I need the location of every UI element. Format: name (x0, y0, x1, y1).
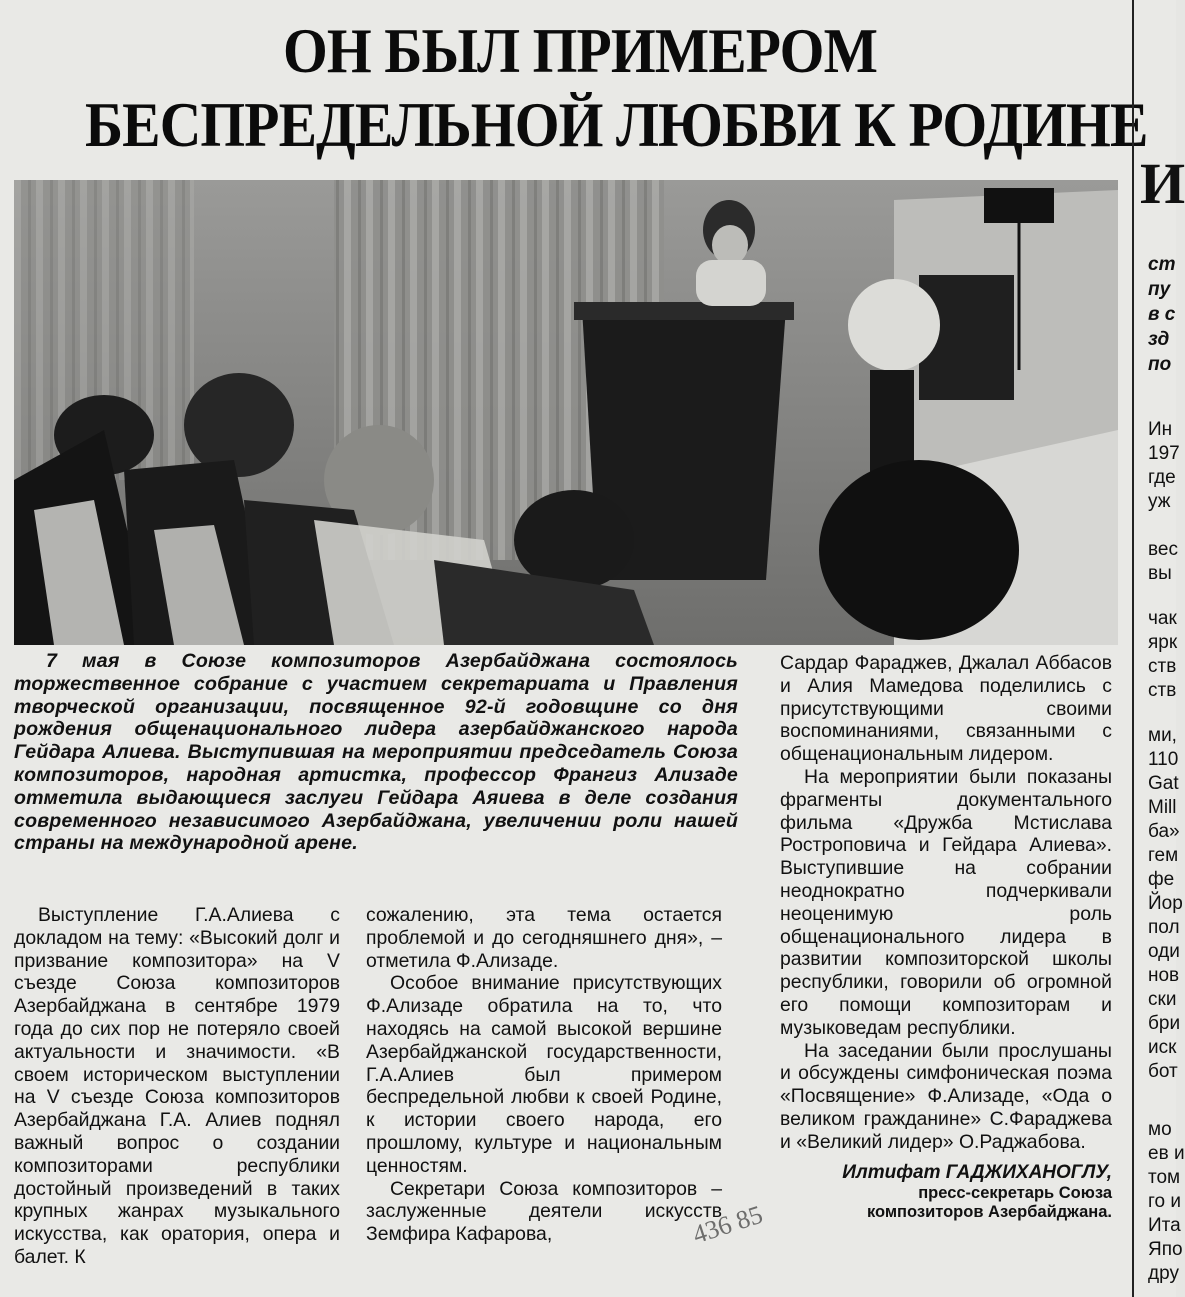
adjacent-headline-letter: И (1140, 151, 1185, 216)
article-headline (85, 14, 1148, 162)
adjacent-text-line: фе (1148, 869, 1175, 890)
adjacent-text-block-3 (1148, 607, 1177, 703)
article-photo (14, 180, 1118, 645)
headline-line-1: ОН БЫЛ ПРИМЕРОМ (282, 15, 878, 86)
adjacent-text-line: ми, (1148, 725, 1177, 746)
adjacent-text-line: ев и (1148, 1143, 1185, 1164)
adjacent-lead-line: зд (1148, 329, 1170, 350)
adjacent-text-line: нов (1148, 965, 1180, 986)
adjacent-text-line: го и (1148, 1191, 1181, 1212)
adjacent-text-line: Mill (1148, 797, 1177, 818)
adjacent-text-line: Япо (1148, 1239, 1183, 1260)
adjacent-text-line: дру (1148, 1263, 1179, 1284)
lead-paragraph: 7 мая в Союзе композиторов Азербайджана состоялось торжественное собрание с участием секретариата и Правления творческой организации, посвященное 92-й годовщине со дня рождения общенационального лидера азербайджанского народа Гейдара Алиева. Выступившая на мероприятии председатель Союза композиторов, народная артистка, профессор Франгиз Ализаде отметила выдающиеся заслуги Гейдара Аяиева в деле создания современного независимого Азербайджана, увеличении роли нашей страны на международной арене. (14, 650, 738, 855)
column3-paragraph-1: Сардар Фараджев, Джалал Аббасов и Алия Мамедова поделились с присутствующими своими воспоминаниями, связанными с общенациональным лидером. (780, 652, 1112, 766)
adjacent-text-line: ств (1148, 680, 1177, 701)
adjacent-text-block-1 (1148, 418, 1180, 514)
adjacent-text-line: иск (1148, 1037, 1177, 1058)
adjacent-text-line: 197 (1148, 443, 1180, 464)
adjacent-text-block-5 (1148, 1118, 1185, 1286)
adjacent-text-line: бри (1148, 1013, 1181, 1034)
column3-paragraph-3: На заседании были прослушаны и обсуждены симфоническая поэма «Посвящение» Ф.Ализаде, «Ода о великом гражданине» С.Фараджева и «Великий лидер» О.Раджабова. (780, 1039, 1112, 1153)
column2-paragraph-2: Особое внимание присутствующих Ф.Ализаде обратила на то, что находясь на самой высокой вершине Азербайджанской государственности, Г.А.Алиев был примером беспредельной любви к своей Родине, к истории своего народа, его прошлому, культуре и национальным ценностям. (366, 972, 722, 1177)
adjacent-text-block-2 (1148, 538, 1178, 586)
adjacent-lead-line: пу (1148, 279, 1171, 300)
adjacent-text-line: Gat (1148, 773, 1179, 794)
adjacent-lead-lines (1148, 252, 1175, 377)
adjacent-text-block-4 (1148, 724, 1183, 1084)
adjacent-text-line: 110 (1148, 749, 1179, 770)
adjacent-lead-line: по (1148, 354, 1172, 375)
handwritten-stamp: 436 85 (689, 1199, 767, 1250)
photo-illustration (14, 180, 1118, 645)
adjacent-text-line: чак (1148, 608, 1177, 629)
adjacent-text-line: ба» (1148, 821, 1180, 842)
adjacent-text-line: ств (1148, 656, 1177, 677)
adjacent-text-line: ярк (1148, 632, 1178, 653)
author-role-line-1: пресс-секретарь Союза (918, 1184, 1112, 1203)
adjacent-lead-line: ст (1148, 254, 1176, 275)
adjacent-text-line: оди (1148, 941, 1180, 962)
adjacent-text-line: вы (1148, 563, 1172, 584)
column2-paragraph-1: сожалению, эта тема остается проблемой и до сегодняшнего дня», – отметила Ф.Ализаде. (366, 904, 722, 972)
adjacent-text-line: бот (1148, 1061, 1178, 1082)
adjacent-text-line: Ита (1148, 1215, 1181, 1236)
adjacent-text-line: мо (1148, 1119, 1172, 1140)
adjacent-text-line: где (1148, 467, 1176, 488)
text-column-1 (14, 904, 340, 1269)
column3-paragraph-2: На мероприятии были показаны фрагменты документального фильма «Дружба Мстислава Ростроповича и Гейдара Алиева». Выступившие на собрании неоднократно подчеркивали неоценимую роль общенационального лидера в развитии композиторской школы республики, говорили об огромной его помощи композиторам и музыковедам республики. (780, 765, 1112, 1039)
adjacent-text-line: вес (1148, 539, 1178, 560)
adjacent-text-line: гем (1148, 845, 1179, 866)
adjacent-text-line: Йор (1148, 893, 1183, 914)
adjacent-text-line: Ин (1148, 419, 1173, 440)
adjacent-text-line: пол (1148, 917, 1180, 938)
adjacent-article-column (1132, 0, 1185, 1297)
author-signature (780, 1162, 1112, 1223)
headline-line-2: БЕСПРЕДЕЛЬНОЙ ЛЮБВИ К РОДИНЕ (85, 89, 1148, 160)
column1-paragraph: Выступление Г.А.Алиева с докладом на тему: «Высокий долг и призвание композитора» на V съезде Союза композиторов Азербайджана в сентябре 1979 года до сих пор не потеряло своей актуальности и значимости. «В своем историческом выступлении на V съезде Союза композиторов Азербайджана Г.А. Алиев поднял важный вопрос о создании композиторами республики достойный произведений в таких крупных жанрах музыкального искусства, как оратория, опера и балет. К (14, 904, 340, 1268)
text-column-3 (780, 652, 1112, 1222)
column2-paragraph-3: Секретари Союза композиторов – заслуженные деятели искусств Земфира Кафарова, (366, 1177, 722, 1246)
adjacent-lead-line: в с (1148, 304, 1176, 325)
text-column-2 (366, 904, 722, 1246)
adjacent-text-line: том (1148, 1167, 1181, 1188)
author-role-line-2: композиторов Азербайджана. (866, 1203, 1112, 1222)
author-name: Илтифат ГАДЖИХАНОГЛУ, (842, 1161, 1112, 1183)
adjacent-text-line: уж (1148, 491, 1171, 512)
adjacent-text-line: ски (1148, 989, 1177, 1010)
